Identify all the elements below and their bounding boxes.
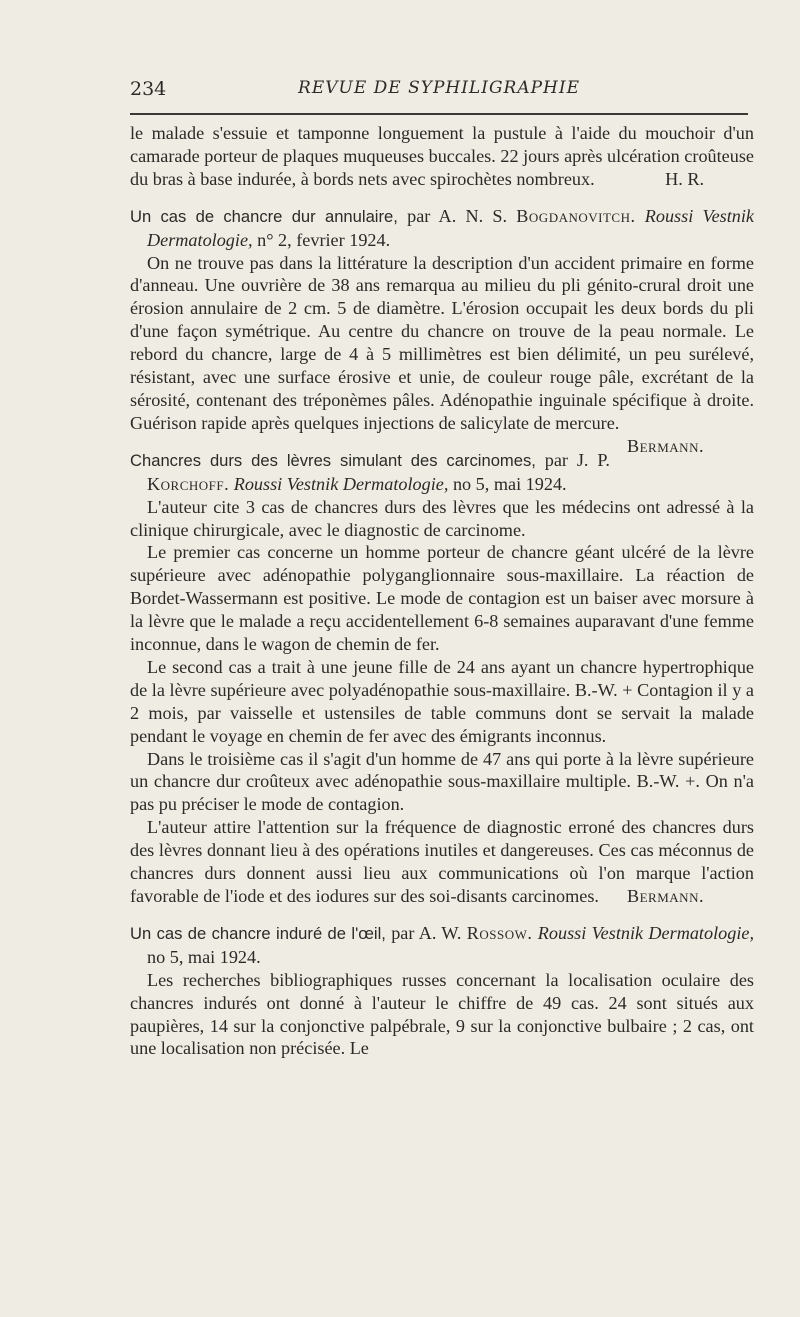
article-paragraph: Dans le troisième cas il s'agit d'un homme de 47 ans qui porte à la lèvre supérieure un chancre dur croûteux avec adénopathie sous-maxillaire multiple. B.-W. +. On n'a pas pu préciser le mode de contagion. (130, 748, 754, 815)
article-signature: Bermann. (626, 435, 704, 456)
page-number: 234 (130, 78, 167, 100)
article-title: Un cas de chancre induré de l'œil, (130, 923, 386, 943)
article-source: Roussi Vestnik Dermatologie, (147, 205, 754, 250)
article-source: Roussi Vestnik Dermatologie, (229, 473, 449, 494)
article-title: Chancres durs des lèvres simulant des carcinomes, (130, 450, 536, 470)
article-3 (130, 922, 754, 1060)
article-1 (130, 205, 754, 456)
article-paragraph (130, 252, 754, 456)
article-paragraph: L'auteur cite 3 cas de chancres durs des lèvres que les médecins ont adressé à la clinique chirurgicale, avec le diagnostic de carcinome. (130, 496, 754, 540)
article-by: par J. P. (535, 449, 610, 470)
article-author: Bogdanovitch. (516, 205, 636, 226)
article-author: Korchoff. (147, 473, 230, 494)
article-paragraph (130, 816, 754, 908)
article-paragraph: Le premier cas concerne un homme porteur de chancre géant ulcéré de la lèvre supérieure avec adénopathie polyganglionnaire sous-maxillaire. La réaction de Bordet-Wassermann est positive. Le mode de contagion est un baiser avec morsure à la lèvre que le malade a reçu accidentellement 6-8 semaines auparavant d'une femme inconnue, dans le wagon de chemin de fer. (130, 542, 754, 655)
article-by: par A. N. S. (397, 205, 517, 226)
article-title: Un cas de chancre dur annulaire, (130, 206, 398, 226)
article-source: Roussi Vestnik Dermatologie, (532, 922, 754, 943)
article-issue: no 5, mai 1924. (448, 473, 567, 494)
header-rule (130, 113, 748, 115)
article-paragraph: Le second cas a trait à une jeune fille de 24 ans ayant un chancre hypertrophique de la lèvre supérieure avec polyadénopathie sous-maxillaire. B.-W. + Contagion il y a 2 mois, par vaisselle et ustensiles de table communs dont se servait la malade pendant le voyage en chemin de fer avec des émigrants inconnus. (130, 656, 754, 746)
intro-text: le malade s'essuie et tamponne longuement la pustule à l'aide du mouchoir d'un camarade porteur de plaques muqueuses buccales. 22 jours après ulcération croûteuse du bras à base indurée, à bords nets avec spirochètes nombreux. (130, 123, 754, 189)
article-author: Rossow. (466, 922, 533, 943)
intro-paragraph (130, 122, 754, 191)
article-signature: Bermann. (626, 886, 704, 906)
article-heading (130, 205, 754, 252)
article-heading (130, 922, 754, 969)
intro-signature: H. R. (665, 168, 704, 189)
page-header (130, 78, 748, 102)
article-paragraph: Les recherches bibliographiques russes concernant la localisation oculaire des chancres indurés ont donné à l'auteur le chiffre de 49 cas. 24 sont situés aux paupières, 14 sur la conjonctive palpébrale, 9 sur la conjonctive bulbaire ; 2 cas, ont une localisation non précisée. Le (130, 969, 754, 1059)
page-content (130, 122, 754, 1060)
paragraph-text: On ne trouve pas dans la littérature la description d'un accident primaire en forme d'anneau. Une ouvrière de 38 ans remarqua au milieu du pli génito-crural droit une érosion annulaire de 2 cm. 5 de diamètre. L'érosion occupait les deux bords du pli d'une façon symétrique. Au centre du chancre on trouve de la peau normale. Le rebord du chancre, large de 4 à 5 millimètres est bien délimité, un peu surélevé, résistant, avec une surface érosive et unie, de couleur rouge pâle, excrétant de la sérosité, contenant des tréponèmes pâles. Adénopathie inguinale spécifique à droite. Guérison rapide après quelques injections de salicylate de mercure. (130, 252, 754, 433)
paragraph-text: L'auteur attire l'attention sur la fréquence de diagnostic erroné des chancres durs des lèvres donnant lieu à des opérations inutiles et dangereuses. Ces cas méconnus de chancres durs donnent aussi lieu aux communications où l'on marque l'action favorable de l'iode et des iodures sur des soi-disants carcinomes. (130, 817, 754, 906)
running-title: REVUE DE SYPHILIGRAPHIE (298, 78, 580, 98)
article-issue: n° 2, fevrier 1924. (252, 229, 391, 250)
article-issue: no 5, mai 1924. (147, 946, 261, 967)
article-by: par A. W. (385, 922, 467, 943)
article-2 (130, 449, 754, 908)
